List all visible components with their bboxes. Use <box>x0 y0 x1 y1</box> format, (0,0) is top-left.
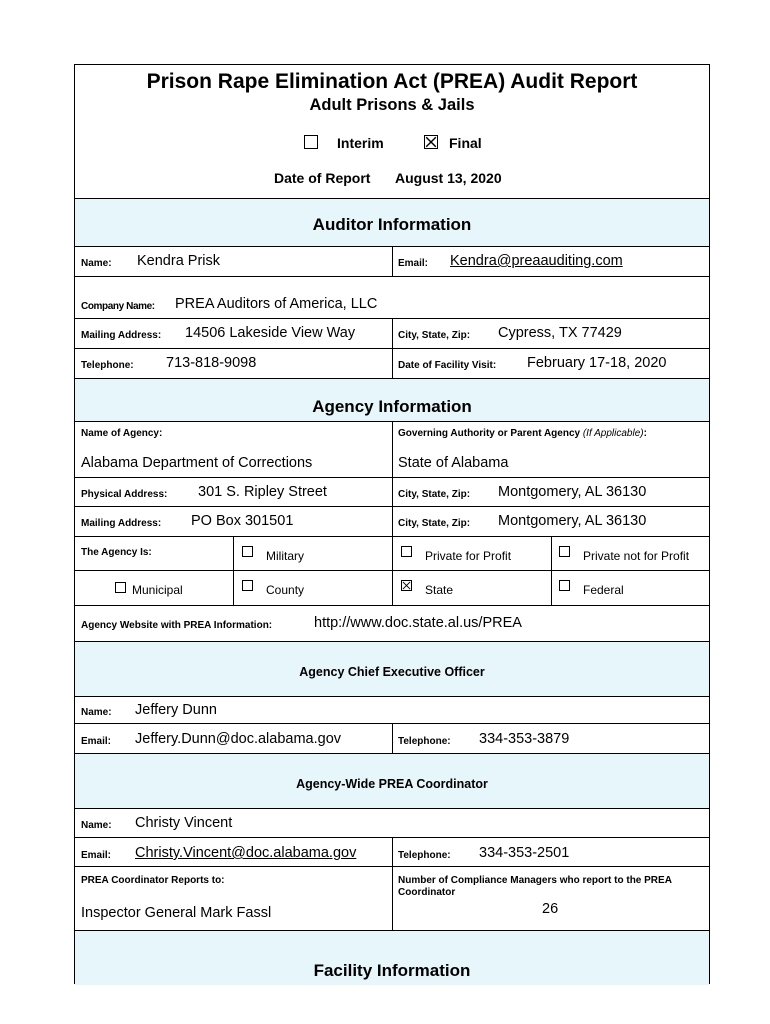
facility-visit-label: Date of Facility Visit: <box>398 360 497 371</box>
private-nonprofit-label: Private not for Profit <box>583 549 690 563</box>
agency-type-row-1 <box>75 536 709 570</box>
auditor-name-row <box>75 246 709 276</box>
auditor-mailing-row <box>75 318 709 348</box>
reports-to: Inspector General Mark Fassl <box>81 905 272 921</box>
interim-label: Interim <box>337 135 384 151</box>
coordinator-phone: 334-353-2501 <box>479 845 570 861</box>
coordinator-reports-row <box>75 866 709 930</box>
report-title: Prison Rape Elimination Act (PREA) Audit Report <box>146 70 638 93</box>
municipal-checkbox[interactable] <box>115 582 126 593</box>
coordinator-contact-row <box>75 837 709 866</box>
coordinator-name-label: Name: <box>81 820 112 831</box>
auditor-phone-label: Telephone: <box>81 360 134 371</box>
checked-x-icon <box>425 136 437 148</box>
private-profit-label: Private for Profit <box>425 549 512 563</box>
auditor-section-header <box>75 198 709 246</box>
agency-website-link[interactable]: http://www.doc.state.al.us/PREA <box>314 615 522 631</box>
audit-report-form <box>74 64 710 984</box>
agency-physical-row <box>75 477 709 506</box>
report-subtitle: Adult Prisons & Jails <box>309 96 475 114</box>
facility-section-header <box>75 930 709 985</box>
checked-x-icon <box>402 581 411 590</box>
auditor-phone: 713-818-9098 <box>166 355 257 371</box>
county-checkbox[interactable] <box>242 580 253 591</box>
auditor-csz-label: City, State, Zip: <box>398 330 471 341</box>
auditor-mailing-label: Mailing Address: <box>81 330 162 341</box>
physical-address: 301 S. Ripley Street <box>198 484 327 500</box>
agency-type-label: The Agency Is: <box>81 547 152 558</box>
interim-checkbox[interactable] <box>304 135 318 149</box>
facility-visit-date: February 17-18, 2020 <box>527 355 667 371</box>
physical-address-label: Physical Address: <box>81 489 168 500</box>
agency-mailing-row <box>75 506 709 536</box>
auditor-name-label: Name: <box>81 258 112 269</box>
agency-section-header <box>75 378 709 421</box>
coordinator-section-header <box>75 753 709 808</box>
ceo-name: Jeffery Dunn <box>135 702 217 718</box>
website-label: Agency Website with PREA Information: <box>81 620 273 631</box>
mailing-csz-label: City, State, Zip: <box>398 518 471 529</box>
federal-checkbox[interactable] <box>559 580 570 591</box>
agency-name: Alabama Department of Corrections <box>81 455 313 471</box>
military-checkbox[interactable] <box>242 546 253 557</box>
agency-mailing-label: Mailing Address: <box>81 518 162 529</box>
governing-authority-label: Governing Authority or Parent Agency (If Applicable): <box>398 428 647 439</box>
auditor-heading: Auditor Information <box>312 215 472 234</box>
agency-heading: Agency Information <box>312 397 472 416</box>
facility-heading: Facility Information <box>313 961 471 980</box>
federal-label: Federal <box>583 583 624 597</box>
date-of-report-value: August 13, 2020 <box>395 170 502 186</box>
auditor-mailing-address: 14506 Lakeside View Way <box>185 325 356 341</box>
ceo-heading: Agency Chief Executive Officer <box>299 665 485 679</box>
municipal-label: Municipal <box>132 583 183 597</box>
coordinator-name: Christy Vincent <box>135 815 233 831</box>
coordinator-email-label: Email: <box>81 850 112 861</box>
ceo-name-label: Name: <box>81 707 112 718</box>
military-label: Military <box>266 549 304 563</box>
private-nonprofit-checkbox[interactable] <box>559 546 570 557</box>
mailing-csz: Montgomery, AL 36130 <box>498 513 647 529</box>
auditor-company-row <box>75 276 709 318</box>
ceo-phone-label: Telephone: <box>398 736 451 747</box>
date-of-report-label: Date of Report <box>274 170 371 186</box>
coordinator-heading: Agency-Wide PREA Coordinator <box>296 777 488 791</box>
reports-to-label: PREA Coordinator Reports to: <box>81 875 225 886</box>
coordinator-name-row <box>75 808 709 837</box>
compliance-managers-label: Number of Compliance Managers who report to the PREA Coordinator <box>398 875 672 898</box>
company-name-label: Company Name: <box>81 301 155 312</box>
ceo-contact-row <box>75 723 709 753</box>
compliance-managers-count: 26 <box>542 901 559 917</box>
auditor-email-label: Email: <box>398 258 429 269</box>
ceo-phone: 334-353-3879 <box>479 731 570 747</box>
agency-name-row <box>75 421 709 477</box>
final-checkbox[interactable] <box>424 135 438 149</box>
auditor-email-link[interactable]: Kendra@preaauditing.com <box>450 253 623 269</box>
auditor-csz: Cypress, TX 77429 <box>498 325 622 341</box>
ceo-email-link[interactable]: Jeffery.Dunn@doc.alabama.gov <box>135 731 342 747</box>
ceo-email-label: Email: <box>81 736 112 747</box>
company-name: PREA Auditors of America, LLC <box>175 296 378 312</box>
governing-authority: State of Alabama <box>398 455 509 471</box>
physical-csz-label: City, State, Zip: <box>398 489 471 500</box>
ceo-section-header <box>75 641 709 696</box>
auditor-phone-row <box>75 348 709 378</box>
coordinator-email-link[interactable]: Christy.Vincent@doc.alabama.gov <box>135 845 357 861</box>
state-label: State <box>425 583 454 597</box>
ceo-name-row <box>75 696 709 723</box>
agency-name-label: Name of Agency: <box>81 428 163 439</box>
agency-type-row-2 <box>75 570 709 605</box>
final-label: Final <box>449 135 482 151</box>
coordinator-phone-label: Telephone: <box>398 850 451 861</box>
auditor-name: Kendra Prisk <box>137 253 221 269</box>
physical-csz: Montgomery, AL 36130 <box>498 484 647 500</box>
agency-mailing-address: PO Box 301501 <box>191 513 294 529</box>
state-checkbox[interactable] <box>401 580 412 591</box>
county-label: County <box>266 583 305 597</box>
private-profit-checkbox[interactable] <box>401 546 412 557</box>
agency-website-row <box>75 605 709 641</box>
